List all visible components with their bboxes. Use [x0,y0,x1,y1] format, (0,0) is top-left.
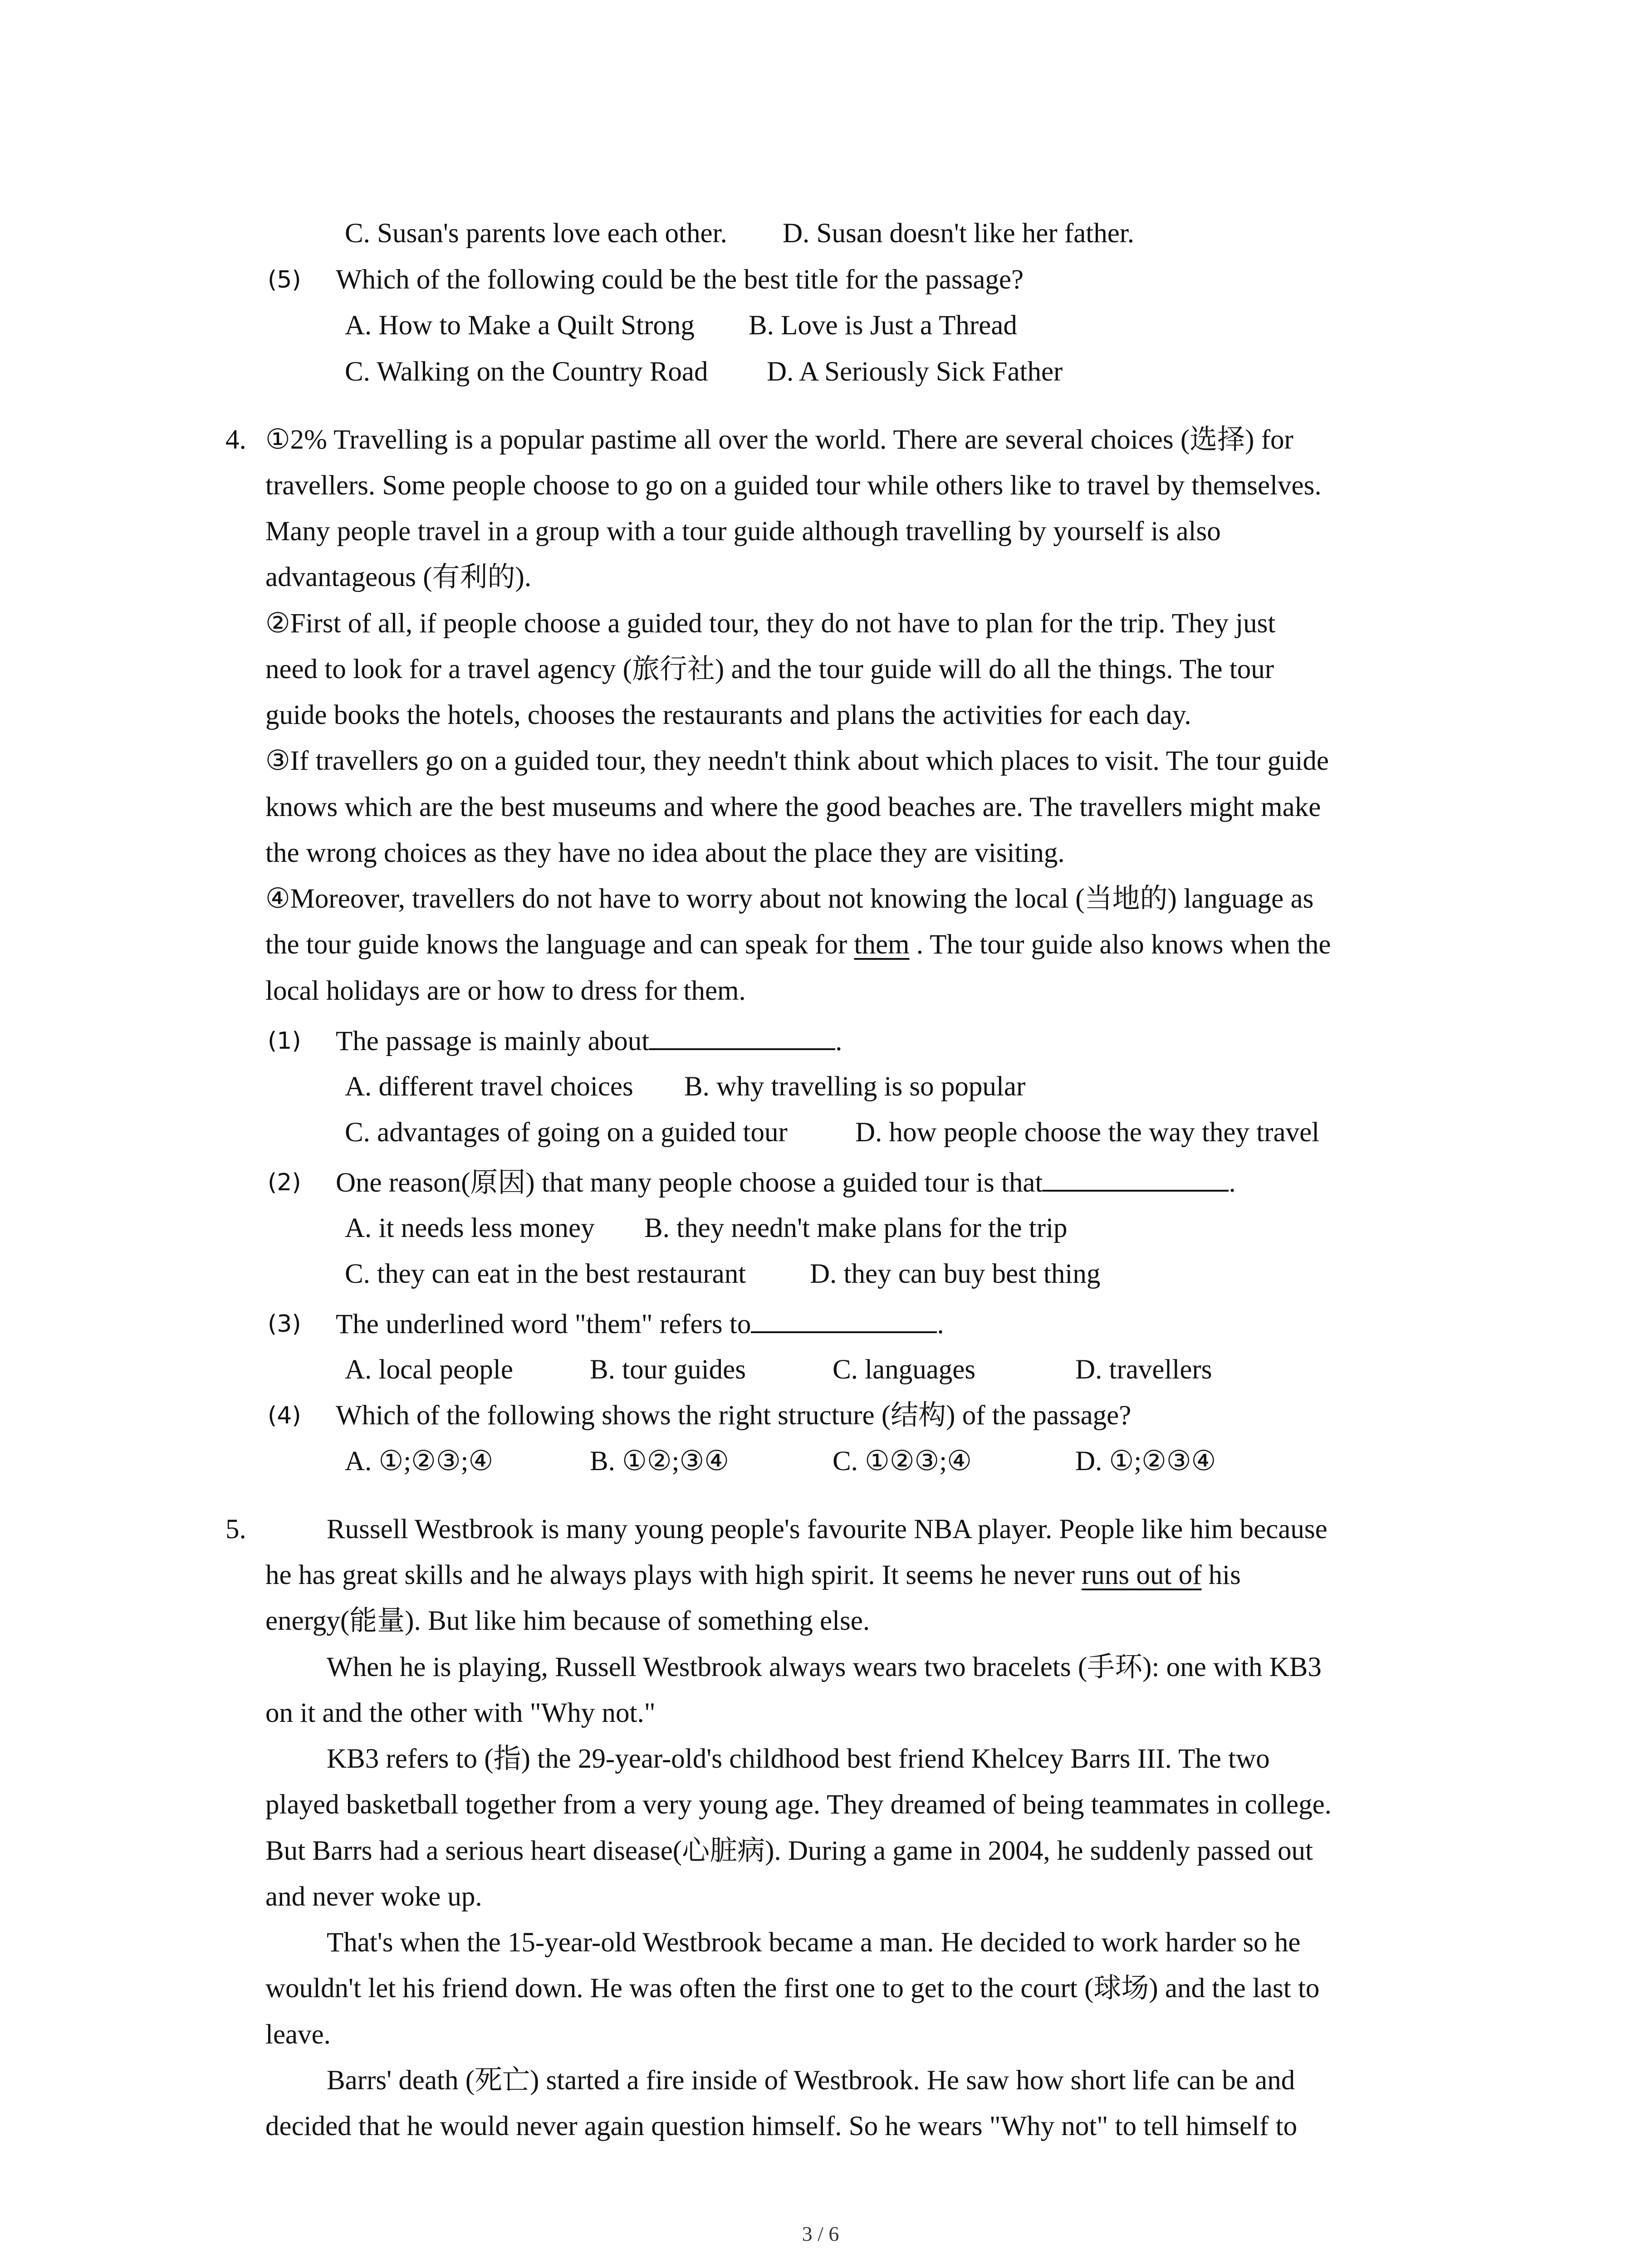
q4-sub3-stem: The underlined word "them" refers to . [336,1306,944,1343]
q5-passage-line: on it and the other with "Why not." [265,1698,656,1728]
q4-passage-line [265,927,1331,963]
q3-sub4-option-c: C. Susan's parents love each other. [345,218,727,249]
q4-sub2-option-a: A. it needs less money [345,1213,595,1243]
q4-sub4-option-d: D. ①;②③④ [1075,1446,1216,1476]
q4-sub2-option-b: B. they needn't make plans for the trip [644,1213,1068,1243]
q4-sub1-option-c: C. advantages of going on a guided tour [345,1117,788,1148]
q3-sub4-option-d: D. Susan doesn't like her father. [783,218,1135,249]
q4-passage-line: knows which are the best museums and where the good beaches are. The travellers might make [265,792,1321,822]
q4-number: 4. [225,425,246,455]
q5-passage-line: and never woke up. [265,1882,482,1912]
q4-sub2-stem: One reason(原因) that many people choose a guided tour is that . [336,1164,1236,1201]
q4-sub4-stem: Which of the following shows the right structure (结构) of the passage? [336,1400,1132,1431]
q4-passage-line: the wrong choices as they have no idea about the place they are visiting. [265,838,1065,868]
q4-sub3-stem-text: The underlined word "them" refers to [336,1309,751,1339]
q4-passage-line: Many people travel in a group with a tour guide although travelling by yourself is also [265,516,1221,547]
q5-number: 5. [225,1514,246,1545]
q4-sub1-stem: The passage is mainly about . [336,1023,842,1060]
q4-sub3-option-c: C. languages [833,1354,976,1385]
answer-blank [649,1023,835,1050]
q5-passage-line: KB3 refers to (指) the 29-year-old's childhood best friend Khelcey Barrs III. The two [327,1744,1270,1774]
q4-sub2-option-d: D. they can buy best thing [810,1259,1101,1289]
q4-sub3-option-a: A. local people [345,1354,513,1385]
q4-passage-line: travellers. Some people choose to go on a guided tour while others like to travel by themselves. [265,470,1322,501]
q4-sub3-option-d: D. travellers [1075,1354,1212,1385]
q5-passage-line: That's when the 15-year-old Westbrook became a man. He decided to work harder so he [327,1927,1301,1958]
q3-sub5-number: (5) [268,266,301,293]
q5-passage-line: wouldn't let his friend down. He was often the first one to get to the court (球场) and the last to [265,1973,1320,2004]
q3-sub5-option-a: A. How to Make a Quilt Strong [345,310,695,341]
q4-sub1-number: (1) [268,1027,301,1055]
q3-sub5-option-d: D. A Seriously Sick Father [767,357,1063,387]
q5-passage-line: Russell Westbrook is many young people's favourite NBA player. People like him because [327,1514,1327,1545]
q4-sub4-option-b: B. ①②;③④ [590,1446,729,1476]
page-number: 3 / 6 [802,2222,839,2245]
underlined-word-them: them [854,929,910,960]
underlined-phrase-runs-out-of: runs out of [1082,1560,1202,1590]
q4-passage-line: guide books the hotels, chooses the restaurants and plans the activities for each day. [265,700,1191,730]
q4-passage-line: ④Moreover, travellers do not have to worry about not knowing the local (当地的) language as [265,884,1314,914]
q3-sub5-option-b: B. Love is Just a Thread [749,310,1017,341]
q4-sub2-stem-text: One reason(原因) that many people choose a guided tour is that [336,1168,1043,1198]
q4-passage-text: . The tour guide also knows when the [909,929,1331,960]
q4-passage-line: ②First of all, if people choose a guided tour, they do not have to plan for the trip. They just [265,608,1276,639]
q5-passage-line: leave. [265,2019,331,2050]
q4-passage-line: local holidays are or how to dress for them. [265,976,746,1006]
q5-passage-line: energy(能量). But like him because of something else. [265,1606,870,1636]
q4-sub2-option-c: C. they can eat in the best restaurant [345,1259,746,1289]
q4-sub1-option-a: A. different travel choices [345,1071,633,1102]
q4-passage-line: ③If travellers go on a guided tour, they needn't think about which places to visit. The tour guide [265,746,1329,776]
q4-sub1-stem-text: The passage is mainly about [336,1026,650,1056]
q4-sub4-option-a: A. ①;②③;④ [345,1446,494,1476]
q4-sub1-option-d: D. how people choose the way they travel [855,1117,1320,1148]
q4-sub3-option-b: B. tour guides [590,1354,746,1385]
q5-passage-text: his [1201,1560,1241,1590]
q4-sub4-number: (4) [268,1402,301,1429]
q4-passage-line: need to look for a travel agency (旅行社) and the tour guide will do all the things. The tour [265,654,1274,684]
q5-passage-line: played basketball together from a very young age. They dreamed of being teammates in college. [265,1789,1332,1820]
q5-passage-line [265,1557,1241,1593]
q3-sub5-option-c: C. Walking on the Country Road [345,357,708,387]
q4-sub4-option-c: C. ①②③;④ [833,1446,972,1476]
answer-blank [751,1306,937,1333]
q5-passage-line: But Barrs had a serious heart disease(心脏病). During a game in 2004, he suddenly passed out [265,1836,1313,1866]
q3-sub5-stem: Which of the following could be the best title for the passage? [336,264,1024,295]
q5-passage-text: he has great skills and he always plays with high spirit. It seems he never [265,1560,1082,1590]
q4-passage-text: the tour guide knows the language and can speak for [265,929,854,960]
answer-blank [1043,1164,1229,1192]
q4-sub1-option-b: B. why travelling is so popular [684,1071,1026,1102]
q4-passage-line: advantageous (有利的). [265,562,532,592]
q4-sub2-number: (2) [268,1169,301,1196]
q4-passage-line: ①2% Travelling is a popular pastime all over the world. There are several choices (选择) for [265,425,1293,455]
q5-passage-line: decided that he would never again question himself. So he wears "Why not" to tell himself to [265,2111,1298,2141]
q5-passage-line: Barrs' death (死亡) started a fire inside of Westbrook. He saw how short life can be and [327,2065,1295,2096]
q4-sub3-number: (3) [268,1310,301,1338]
q5-passage-line: When he is playing, Russell Westbrook always wears two bracelets (手环): one with KB3 [327,1652,1322,1682]
